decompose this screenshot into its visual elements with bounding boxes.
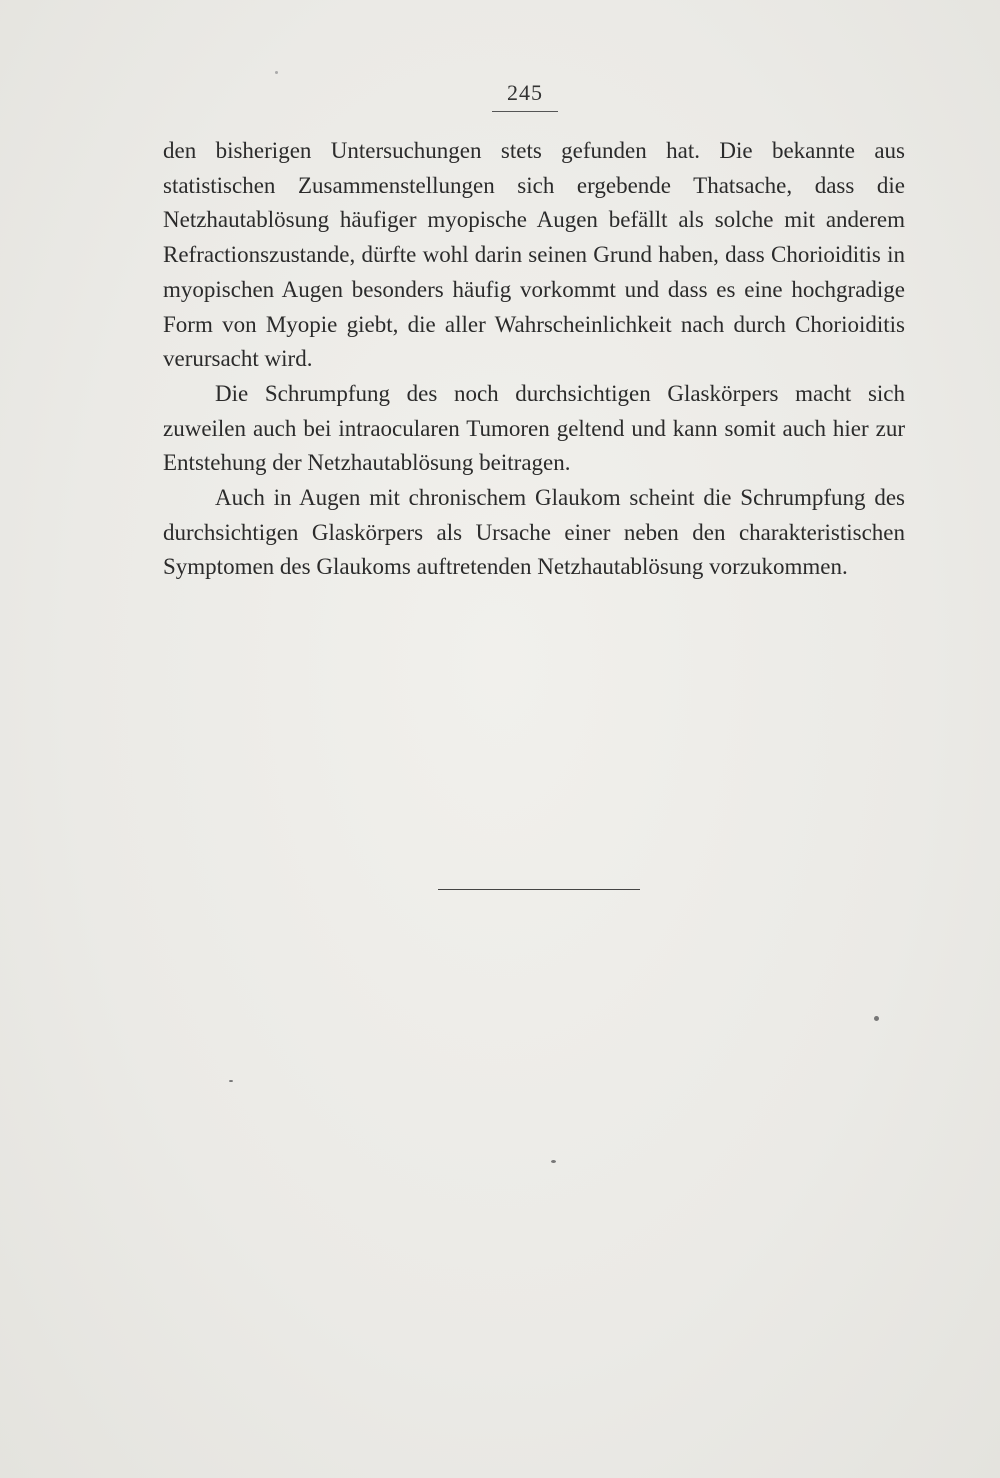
page-number: 245: [507, 80, 543, 105]
paper-speck: [229, 1080, 233, 1082]
paragraph-2: Die Schrumpfung des noch durchsichtigen Glaskörpers macht sich zuweilen auch bei intraocularen Tumoren geltend und kann somit auch hier zur Entstehung der Netzhautablösung beitragen.: [163, 380, 905, 476]
body-text: [163, 134, 905, 585]
page-number-underline: [492, 111, 558, 112]
paragraph-3: Auch in Augen mit chronischem Glaukom scheint die Schrumpfung des durchsichtigen Glaskörpers als Ursache einer neben den charakteristischen Symptomen des Glaukoms auftretenden Netzhautablösung vorzukommen.: [163, 485, 905, 580]
paragraph-1: den bisherigen Untersuchungen stets gefunden hat. Die bekannte aus statistischen Zusammenstellungen sich ergebende Thatsache, dass die Netzhautablösung häufiger myopische Augen befällt als solche mit anderem Refractionszustande, dürfte wohl darin seinen Grund haben, dass Chorioiditis in myopischen Augen besonders häufig vorkommt und dass es eine hochgradige Form von Myopie giebt, die aller Wahrscheinlichkeit nach durch Chorioiditis verursacht wird.: [163, 138, 905, 372]
paper-speck: [874, 1016, 879, 1021]
section-end-rule: [438, 889, 640, 890]
paper-speck: [275, 71, 278, 74]
paper-speck: [551, 1160, 556, 1163]
